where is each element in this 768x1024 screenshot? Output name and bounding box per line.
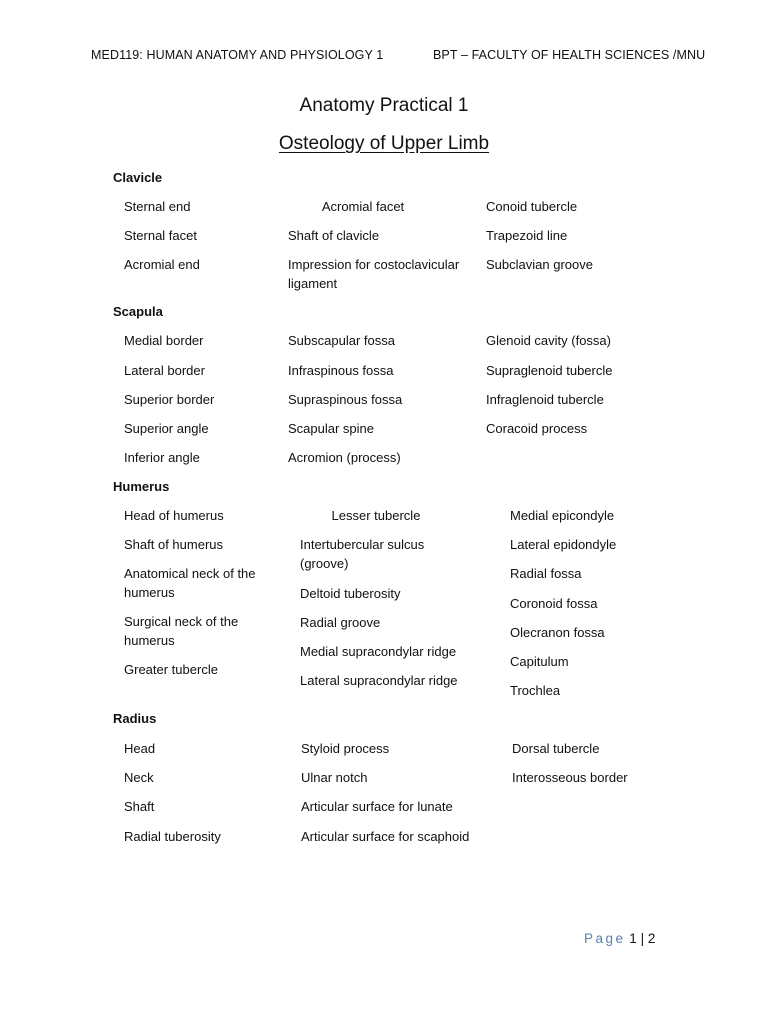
list-item: Radial groove [300, 615, 381, 630]
list-item: Conoid tubercle [486, 199, 578, 214]
list-item: Radial tuberosity [124, 829, 221, 844]
list-item: Ulnar notch [301, 770, 368, 785]
list-item: Medial epicondyle [510, 508, 615, 523]
list-item: Head of humerus [124, 508, 224, 523]
list-item: Subclavian groove [486, 257, 593, 272]
list-item: Acromial end [124, 257, 200, 272]
list-item: Surgical neck of the humerus [124, 614, 239, 648]
list-item: Greater tubercle [124, 662, 218, 677]
list-item: Trapezoid line [486, 228, 568, 243]
page-separator: | [640, 931, 645, 946]
list-item: Lesser tubercle [331, 508, 421, 523]
list-item: Dorsal tubercle [512, 741, 600, 756]
page-label: Page [584, 931, 626, 946]
list-item: Superior border [124, 392, 215, 407]
list-item: Sternal facet [124, 228, 197, 243]
list-item: Deltoid tuberosity [300, 586, 401, 601]
list-item: Glenoid cavity (fossa) [486, 333, 611, 348]
list-item: Sternal end [124, 199, 191, 214]
list-item: Lateral supracondylar ridge [300, 673, 458, 688]
section-heading-scapula: Scapula [113, 304, 163, 319]
list-item: Neck [124, 770, 154, 785]
page-title: Anatomy Practical 1 [299, 95, 469, 116]
list-item: Styloid process [301, 741, 390, 756]
list-item: Infraspinous fossa [288, 363, 394, 378]
list-item: Anatomical neck of the humerus [124, 566, 256, 600]
list-item: Coronoid fossa [510, 596, 598, 611]
page-number-footer [584, 931, 655, 946]
list-item: Shaft of humerus [124, 537, 223, 552]
section-heading-radius: Radius [113, 711, 157, 726]
section-heading-clavicle: Clavicle [113, 170, 163, 185]
list-item: Coracoid process [486, 421, 588, 436]
list-item: Subscapular fossa [288, 333, 395, 348]
list-item: Capitulum [510, 654, 569, 669]
list-item: Inferior angle [124, 450, 200, 465]
subtitle-text: Osteology of Upper Limb [278, 133, 490, 154]
list-item: Head [124, 741, 156, 756]
list-item: Scapular spine [288, 421, 374, 436]
list-item: Shaft [124, 799, 155, 814]
list-item: Medial supracondylar ridge [300, 644, 457, 659]
list-item: Medial border [124, 333, 204, 348]
header-left: MED119: HUMAN ANATOMY AND PHYSIOLOGY 1 [91, 48, 384, 62]
list-item: Intertubercular sulcus (groove) [300, 537, 425, 571]
list-item: Articular surface for scaphoid [301, 829, 470, 844]
page-total: 2 [647, 931, 656, 946]
list-item: Lateral border [124, 363, 205, 378]
list-item: Radial fossa [510, 566, 582, 581]
list-item: Olecranon fossa [510, 625, 605, 640]
list-item: Lateral epidondyle [510, 537, 617, 552]
list-item: Supraglenoid tubercle [486, 363, 613, 378]
list-item: Interosseous border [512, 770, 628, 785]
list-item: Acromion (process) [288, 450, 401, 465]
list-item: Shaft of clavicle [288, 228, 380, 243]
list-item: Trochlea [510, 683, 561, 698]
list-item: Impression for costoclavicular ligament [288, 257, 460, 291]
list-item: Articular surface for lunate [301, 799, 453, 814]
page-current: 1 [629, 931, 637, 946]
section-heading-humerus: Humerus [113, 479, 170, 494]
page-subtitle [0, 133, 768, 155]
list-item: Supraspinous fossa [288, 392, 403, 407]
list-item: Infraglenoid tubercle [486, 392, 604, 407]
list-item: Acromial facet [321, 199, 405, 214]
header-right: BPT – FACULTY OF HEALTH SCIENCES /MNU [433, 48, 706, 62]
list-item: Superior angle [124, 421, 209, 436]
